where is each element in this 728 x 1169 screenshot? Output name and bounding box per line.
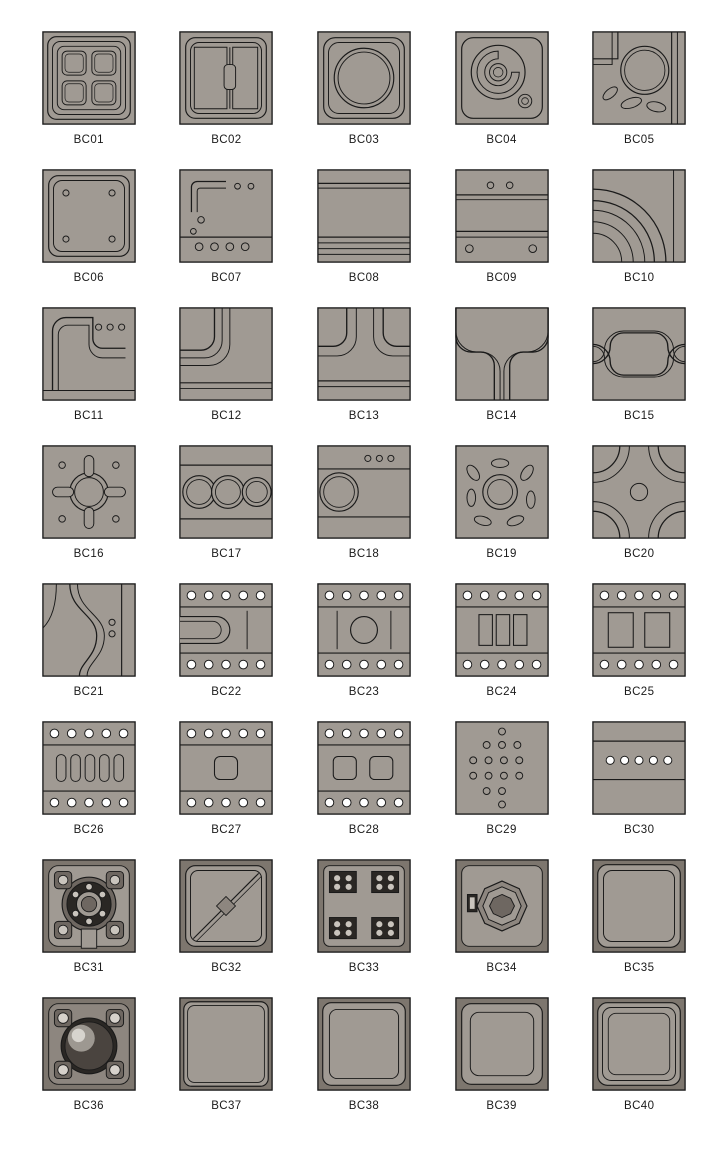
part-thumbnail-bc02 <box>178 30 274 126</box>
part-label: BC02 <box>211 134 242 146</box>
part-cell[interactable] <box>570 582 708 720</box>
part-label: BC04 <box>486 134 517 146</box>
part-cell[interactable] <box>433 858 571 996</box>
part-thumbnail-bc01 <box>41 30 137 126</box>
part-cell[interactable] <box>433 582 571 720</box>
part-cell[interactable] <box>295 582 433 720</box>
part-thumbnail-bc13 <box>316 306 412 402</box>
part-label: BC06 <box>73 272 104 284</box>
part-cell[interactable] <box>20 858 158 996</box>
part-cell[interactable] <box>295 444 433 582</box>
part-thumbnail-bc20 <box>591 444 687 540</box>
part-label: BC39 <box>486 1100 517 1112</box>
part-thumbnail-bc03 <box>316 30 412 126</box>
part-label: BC26 <box>73 824 104 836</box>
part-cell[interactable] <box>570 996 708 1134</box>
part-label: BC13 <box>348 410 380 422</box>
part-cell[interactable] <box>570 306 708 444</box>
part-cell[interactable] <box>570 720 708 858</box>
part-thumbnail-bc19 <box>454 444 550 540</box>
part-thumbnail-bc32 <box>178 858 274 954</box>
part-thumbnail-bc04 <box>454 30 550 126</box>
part-cell[interactable] <box>295 30 433 168</box>
part-thumbnail-bc26 <box>41 720 137 816</box>
part-cell[interactable] <box>570 30 708 168</box>
part-thumbnail-bc29 <box>454 720 550 816</box>
part-label: BC36 <box>73 1100 104 1112</box>
part-thumbnail-bc25 <box>591 582 687 678</box>
part-thumbnail-bc22 <box>178 582 274 678</box>
part-cell[interactable] <box>433 168 571 306</box>
part-cell[interactable] <box>20 168 158 306</box>
part-label: BC16 <box>73 548 104 560</box>
part-label: BC31 <box>73 962 104 974</box>
part-label: BC37 <box>211 1100 242 1112</box>
part-label: BC38 <box>348 1100 380 1112</box>
part-cell[interactable] <box>295 306 433 444</box>
part-thumbnail-bc40 <box>591 996 687 1092</box>
part-label: BC34 <box>486 962 517 974</box>
part-label: BC30 <box>624 824 655 836</box>
part-thumbnail-bc34 <box>454 858 550 954</box>
part-label: BC27 <box>211 824 242 836</box>
part-thumbnail-bc36 <box>41 996 137 1092</box>
part-label: BC33 <box>348 962 380 974</box>
part-cell[interactable] <box>570 444 708 582</box>
part-thumbnail-bc28 <box>316 720 412 816</box>
part-label: BC03 <box>348 134 380 146</box>
part-thumbnail-bc14 <box>454 306 550 402</box>
part-thumbnail-bc38 <box>316 996 412 1092</box>
part-cell[interactable] <box>433 720 571 858</box>
part-cell[interactable] <box>158 720 296 858</box>
part-cell[interactable] <box>570 858 708 996</box>
part-cell[interactable] <box>20 582 158 720</box>
part-cell[interactable] <box>433 444 571 582</box>
part-thumbnail-bc17 <box>178 444 274 540</box>
part-thumbnail-bc12 <box>178 306 274 402</box>
part-cell[interactable] <box>20 996 158 1134</box>
part-thumbnail-bc33 <box>316 858 412 954</box>
part-grid <box>20 30 708 1134</box>
part-cell[interactable] <box>433 30 571 168</box>
part-label: BC05 <box>624 134 655 146</box>
part-label: BC14 <box>486 410 517 422</box>
part-cell[interactable] <box>570 168 708 306</box>
part-thumbnail-bc07 <box>178 168 274 264</box>
part-thumbnail-bc09 <box>454 168 550 264</box>
part-label: BC17 <box>211 548 242 560</box>
part-cell[interactable] <box>158 306 296 444</box>
part-thumbnail-bc23 <box>316 582 412 678</box>
part-cell[interactable] <box>20 444 158 582</box>
part-thumbnail-bc31 <box>41 858 137 954</box>
part-label: BC11 <box>74 410 104 422</box>
part-thumbnail-bc16 <box>41 444 137 540</box>
part-thumbnail-bc37 <box>178 996 274 1092</box>
part-label: BC08 <box>348 272 380 284</box>
part-thumbnail-bc27 <box>178 720 274 816</box>
part-cell[interactable] <box>158 996 296 1134</box>
part-label: BC32 <box>211 962 242 974</box>
part-label: BC10 <box>624 272 655 284</box>
part-thumbnail-bc06 <box>41 168 137 264</box>
part-label: BC01 <box>73 134 104 146</box>
part-thumbnail-bc11 <box>41 306 137 402</box>
part-label: BC24 <box>486 686 517 698</box>
part-label: BC40 <box>624 1100 655 1112</box>
part-cell[interactable] <box>433 996 571 1134</box>
part-thumbnail-bc30 <box>591 720 687 816</box>
part-cell[interactable] <box>295 996 433 1134</box>
part-label: BC19 <box>486 548 517 560</box>
part-cell[interactable] <box>20 306 158 444</box>
part-cell[interactable] <box>295 168 433 306</box>
part-label: BC21 <box>73 686 104 698</box>
part-cell[interactable] <box>158 582 296 720</box>
part-label: BC18 <box>348 548 380 560</box>
part-thumbnail-bc05 <box>591 30 687 126</box>
part-thumbnail-bc21 <box>41 582 137 678</box>
part-label: BC15 <box>624 410 655 422</box>
part-thumbnail-bc08 <box>316 168 412 264</box>
part-thumbnail-bc39 <box>454 996 550 1092</box>
part-label: BC09 <box>486 272 517 284</box>
part-cell[interactable] <box>20 30 158 168</box>
part-cell[interactable] <box>158 168 296 306</box>
part-thumbnail-bc35 <box>591 858 687 954</box>
part-label: BC23 <box>348 686 380 698</box>
part-thumbnail-bc10 <box>591 168 687 264</box>
part-label: BC35 <box>624 962 655 974</box>
part-label: BC22 <box>211 686 242 698</box>
part-thumbnail-bc18 <box>316 444 412 540</box>
part-label: BC12 <box>211 410 242 422</box>
part-thumbnail-bc24 <box>454 582 550 678</box>
part-cell[interactable] <box>20 720 158 858</box>
part-label: BC25 <box>624 686 655 698</box>
part-thumbnail-bc15 <box>591 306 687 402</box>
part-cell[interactable] <box>158 30 296 168</box>
part-cell[interactable] <box>158 858 296 996</box>
part-cell[interactable] <box>158 444 296 582</box>
part-label: BC20 <box>624 548 655 560</box>
part-label: BC07 <box>211 272 242 284</box>
part-cell[interactable] <box>295 720 433 858</box>
part-cell[interactable] <box>295 858 433 996</box>
part-label: BC29 <box>486 824 517 836</box>
part-label: BC28 <box>348 824 380 836</box>
part-cell[interactable] <box>433 306 571 444</box>
